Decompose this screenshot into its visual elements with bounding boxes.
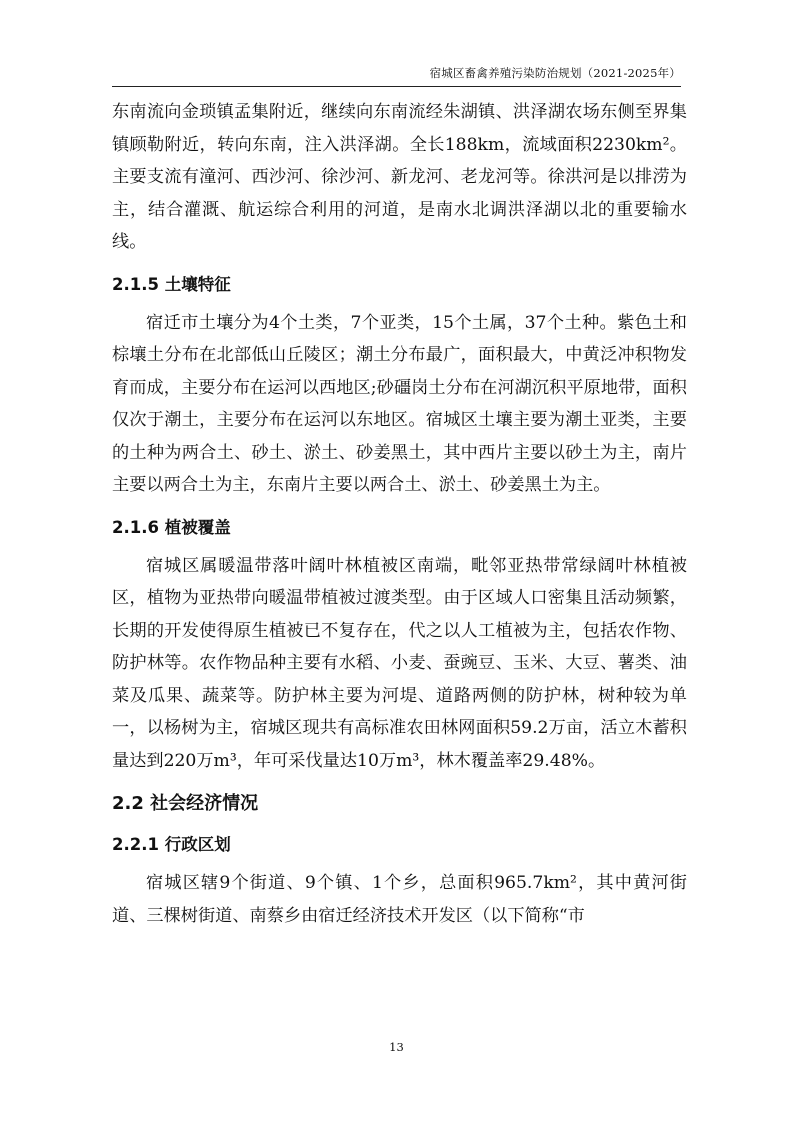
paragraph-soil: 宿迁市土壤分为4个土类，7个亚类，15个土属，37个土种。紫色土和棕壤土分布在北部低山丘陵区；潮土分布最广，面积最大，中黄泛冲积物发育而成，主要分布在运河以西地区;砂礓岗土分布在河湖沉积平原地带，面积仅次于潮土，主要分布在运河以东地区。宿城区土壤主要为潮土亚类，主要的土种为两合土、砂土、淤土、砂姜黑土，其中西片主要以砂土为主，南片主要以两合土为主，东南片主要以两合土、淤土、砂姜黑土为主。 [112,312,687,495]
heading-administrative: 2.2.1 行政区划 [112,835,231,854]
running-header: 宿城区畜禽养殖污染防治规划（2021-2025年） [429,66,681,80]
page-number: 13 [389,1040,404,1054]
heading-vegetation: 2.1.6 植被覆盖 [112,517,231,537]
header-rule [112,86,681,87]
heading-socioeconomic: 2.2 社会经济情况 [112,793,259,814]
paragraph-vegetation: 宿城区属暖温带落叶阔叶林植被区南端，毗邻亚热带常绿阔叶林植被区，植物为亚热带向暖温带植被过渡类型。由于区域人口密集且活动频繁，长期的开发使得原生植被已不复存在，代之以人工植被为主，包括农作物、防护林等。农作物品种主要有水稻、小麦、蚕豌豆、玉米、大豆、薯类、油菜及瓜果、蔬菜等。防护林主要为河堤、道路两侧的防护林，树种较为单一，以杨树为主，宿城区现共有高标准农田林网面积59.2万亩，活立木蓄积量达到220万m³，年可采伐量达10万m³，林木覆盖率29.48%。 [112,555,687,771]
paragraph-river-continued: 东南流向金琐镇孟集附近，继续向东南流经朱湖镇、洪泽湖农场东侧至界集镇顾勒附近，转向东南，注入洪泽湖。全长188km，流域面积2230km²。主要支流有潼河、西沙河、徐沙河、新龙河、老龙河等。徐洪河是以排涝为主，结合灌溉、航运综合利用的河道，是南水北调洪泽湖以北的重要输水线。 [112,102,687,252]
heading-soil: 2.1.5 土壤特征 [112,274,231,294]
page-body [112,96,687,932]
paragraph-administrative: 宿城区辖9个街道、9个镇、1个乡，总面积965.7km²，其中黄河街道、三棵树街道、南蔡乡由宿迁经济技术开发区（以下简称“市 [112,873,687,926]
